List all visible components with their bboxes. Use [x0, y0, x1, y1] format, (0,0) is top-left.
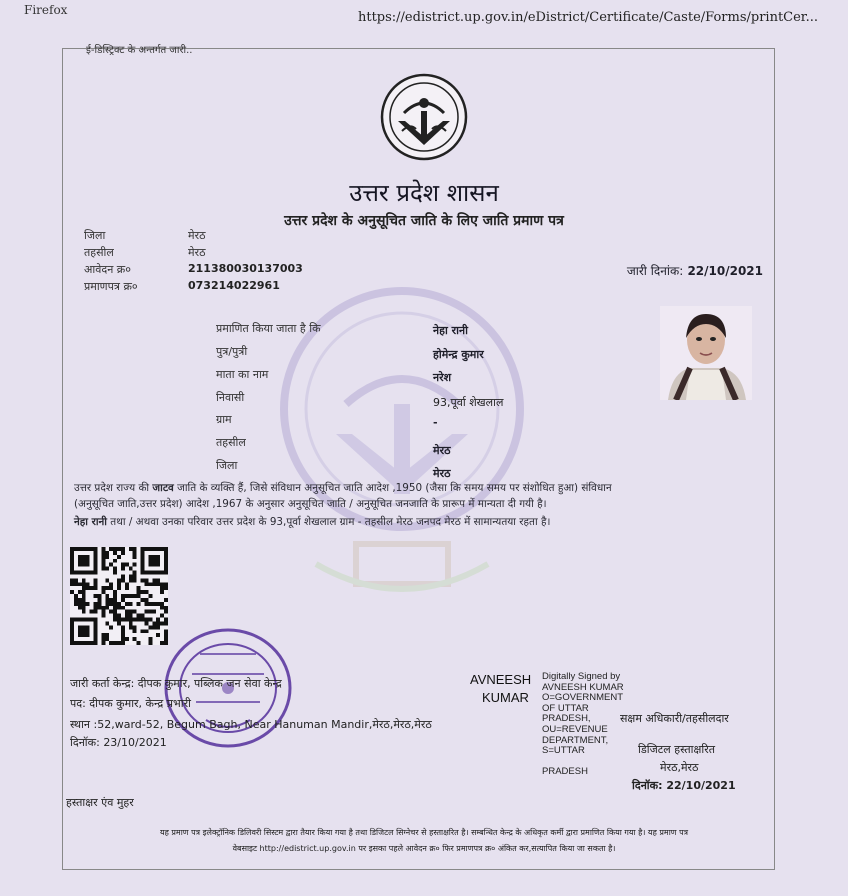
footer-line-1: यह प्रमाण पत्र इलेक्ट्रॉनिक डिलिवरी सिस्टम द्वारा तैयार किया गया है तथा डिजिटल सिग्नेचर से हस्ताक्षरित है। सम्बन्धित केन्द्र के अधिकृत कर्मी द्वारा प्रमाणित किया गया है। यह प्रमाण पत्र — [159, 828, 689, 837]
footer-line-2: वेबसाइट http://edistrict.up.gov.in पर इसका पहले आवेदन क्र० फिर प्रमाणपत्र क्र० अंकित कर,सत्यापित किया जा सकता है। — [232, 844, 616, 853]
authority-place: मेरठ,मेरठ — [660, 761, 699, 774]
certified-label: प्रमाणित किया जाता है कि — [216, 322, 321, 335]
district-value: मेरठ — [188, 229, 206, 242]
para3-rest: तथा / अथवा उनका परिवार उत्तर प्रदेश के 93,पूर्वा शेखलाल ग्राम - तहसील मेरठ जनपद मेरठ में सामान्यतया रहता है। — [107, 516, 551, 528]
center-date-label: दिनॉक: — [70, 736, 100, 749]
authority-title: सक्षम अधिकारी/तहसीलदार — [620, 712, 729, 725]
person-tehsil-label: तहसील — [216, 436, 246, 449]
page-url: https://edistrict.up.gov.in/eDistrict/Certificate/Caste/Forms/printCer... — [357, 10, 818, 25]
up-government-emblem-icon — [380, 73, 468, 161]
residence-label: निवासी — [216, 391, 245, 404]
residence-value: 93,पूर्वा शेखलाल — [433, 396, 504, 409]
certificate-title: उत्तर प्रदेश के अनुसूचित जाति के लिए जाति प्रमाण पत्र — [284, 213, 564, 229]
tehsil-label: तहसील — [84, 246, 114, 259]
father-name: होमेन्द्र कुमार — [433, 348, 484, 361]
para1-rest: जाति के व्यक्ति हैं, जिसे संविधान अनुसूचित जाति आदेश ,1950 (जैसा कि समय समय पर संशोधित हुआ) संविधान — [173, 482, 612, 494]
center-date — [70, 735, 167, 750]
application-no-label: आवेदन क्र० — [84, 263, 131, 276]
para3-name: नेहा रानी — [74, 516, 107, 528]
district-label: जिला — [84, 229, 106, 242]
government-heading: उत्तर प्रदेश शासन — [349, 179, 499, 207]
authority-date-label: दिनॉक: — [632, 779, 663, 792]
tehsil-value: मेरठ — [188, 246, 206, 259]
issue-date-value: 22/10/2021 — [687, 264, 763, 278]
residence-statement-line — [74, 514, 764, 530]
qr-code-icon — [70, 547, 168, 645]
authority-date — [632, 778, 736, 793]
certificate-no-label: प्रमाणपत्र क्र० — [84, 280, 138, 293]
issue-date-label: जारी दिनांक: — [626, 264, 684, 278]
issuing-post: पद: दीपक कुमार, केन्द्र प्रभारी — [70, 697, 191, 710]
digital-signature-block — [470, 672, 630, 792]
caste-statement-line2: (अनुसूचित जाति,उत्तर प्रदेश) आदेश ,1967 के अनुसार अनुसूचित जाति / अनुसूचित जनजाति के प्रारूप में मान्यता दी गयी है। — [74, 498, 547, 510]
para1-start: उत्तर प्रदेश राज्य की — [74, 482, 153, 494]
issuing-place: स्थान :52,ward-52, Begum Bagh, Near Hanuman Mandir,मेरठ,मेरठ,मेरठ — [70, 718, 432, 731]
browser-name: Firefox — [24, 3, 68, 17]
center-date-value: 23/10/2021 — [103, 736, 167, 749]
signer-name-line1: AVNEESH — [470, 672, 532, 687]
person-district-label: जिला — [216, 459, 238, 472]
caste-statement-line1 — [74, 480, 764, 496]
authority-date-value: 22/10/2021 — [666, 779, 736, 792]
village-value: - — [433, 416, 438, 429]
village-label: ग्राम — [216, 413, 232, 426]
person-tehsil-value: मेरठ — [433, 444, 451, 457]
caste-name: जाटव — [152, 482, 174, 494]
certificate-no: 073214022961 — [188, 279, 280, 292]
mother-label: माता का नाम — [216, 368, 269, 381]
signature-label: हस्ताक्षर एंव मुहर — [66, 796, 134, 809]
person-district-value: मेरठ — [433, 467, 451, 480]
digital-signature-details: Digitally Signed by AVNEESH KUMAR O=GOVERNMENT OF UTTAR PRADESH, OU=REVENUE DEPARTMENT, S=UTTAR PRADESH — [542, 671, 624, 778]
relation-label: पुत्र/पुत्री — [216, 345, 248, 358]
person-name: नेहा रानी — [433, 324, 468, 337]
issued-under-note: ई-डिस्ट्रिक्ट के अन्तर्गत जारी.. — [86, 45, 193, 56]
applicant-photo — [660, 306, 752, 400]
digitally-signed-label: डिजिटल हस्ताक्षरित — [638, 743, 715, 756]
mother-name: नरेश — [433, 371, 452, 384]
issuing-center: जारी कर्ता केन्द्र: दीपक कुमार, पब्लिक जन सेवा केन्द्र — [70, 677, 282, 690]
issue-date — [627, 262, 763, 279]
signer-name-line2: KUMAR — [482, 690, 529, 705]
application-no: 211380030137003 — [188, 262, 303, 275]
